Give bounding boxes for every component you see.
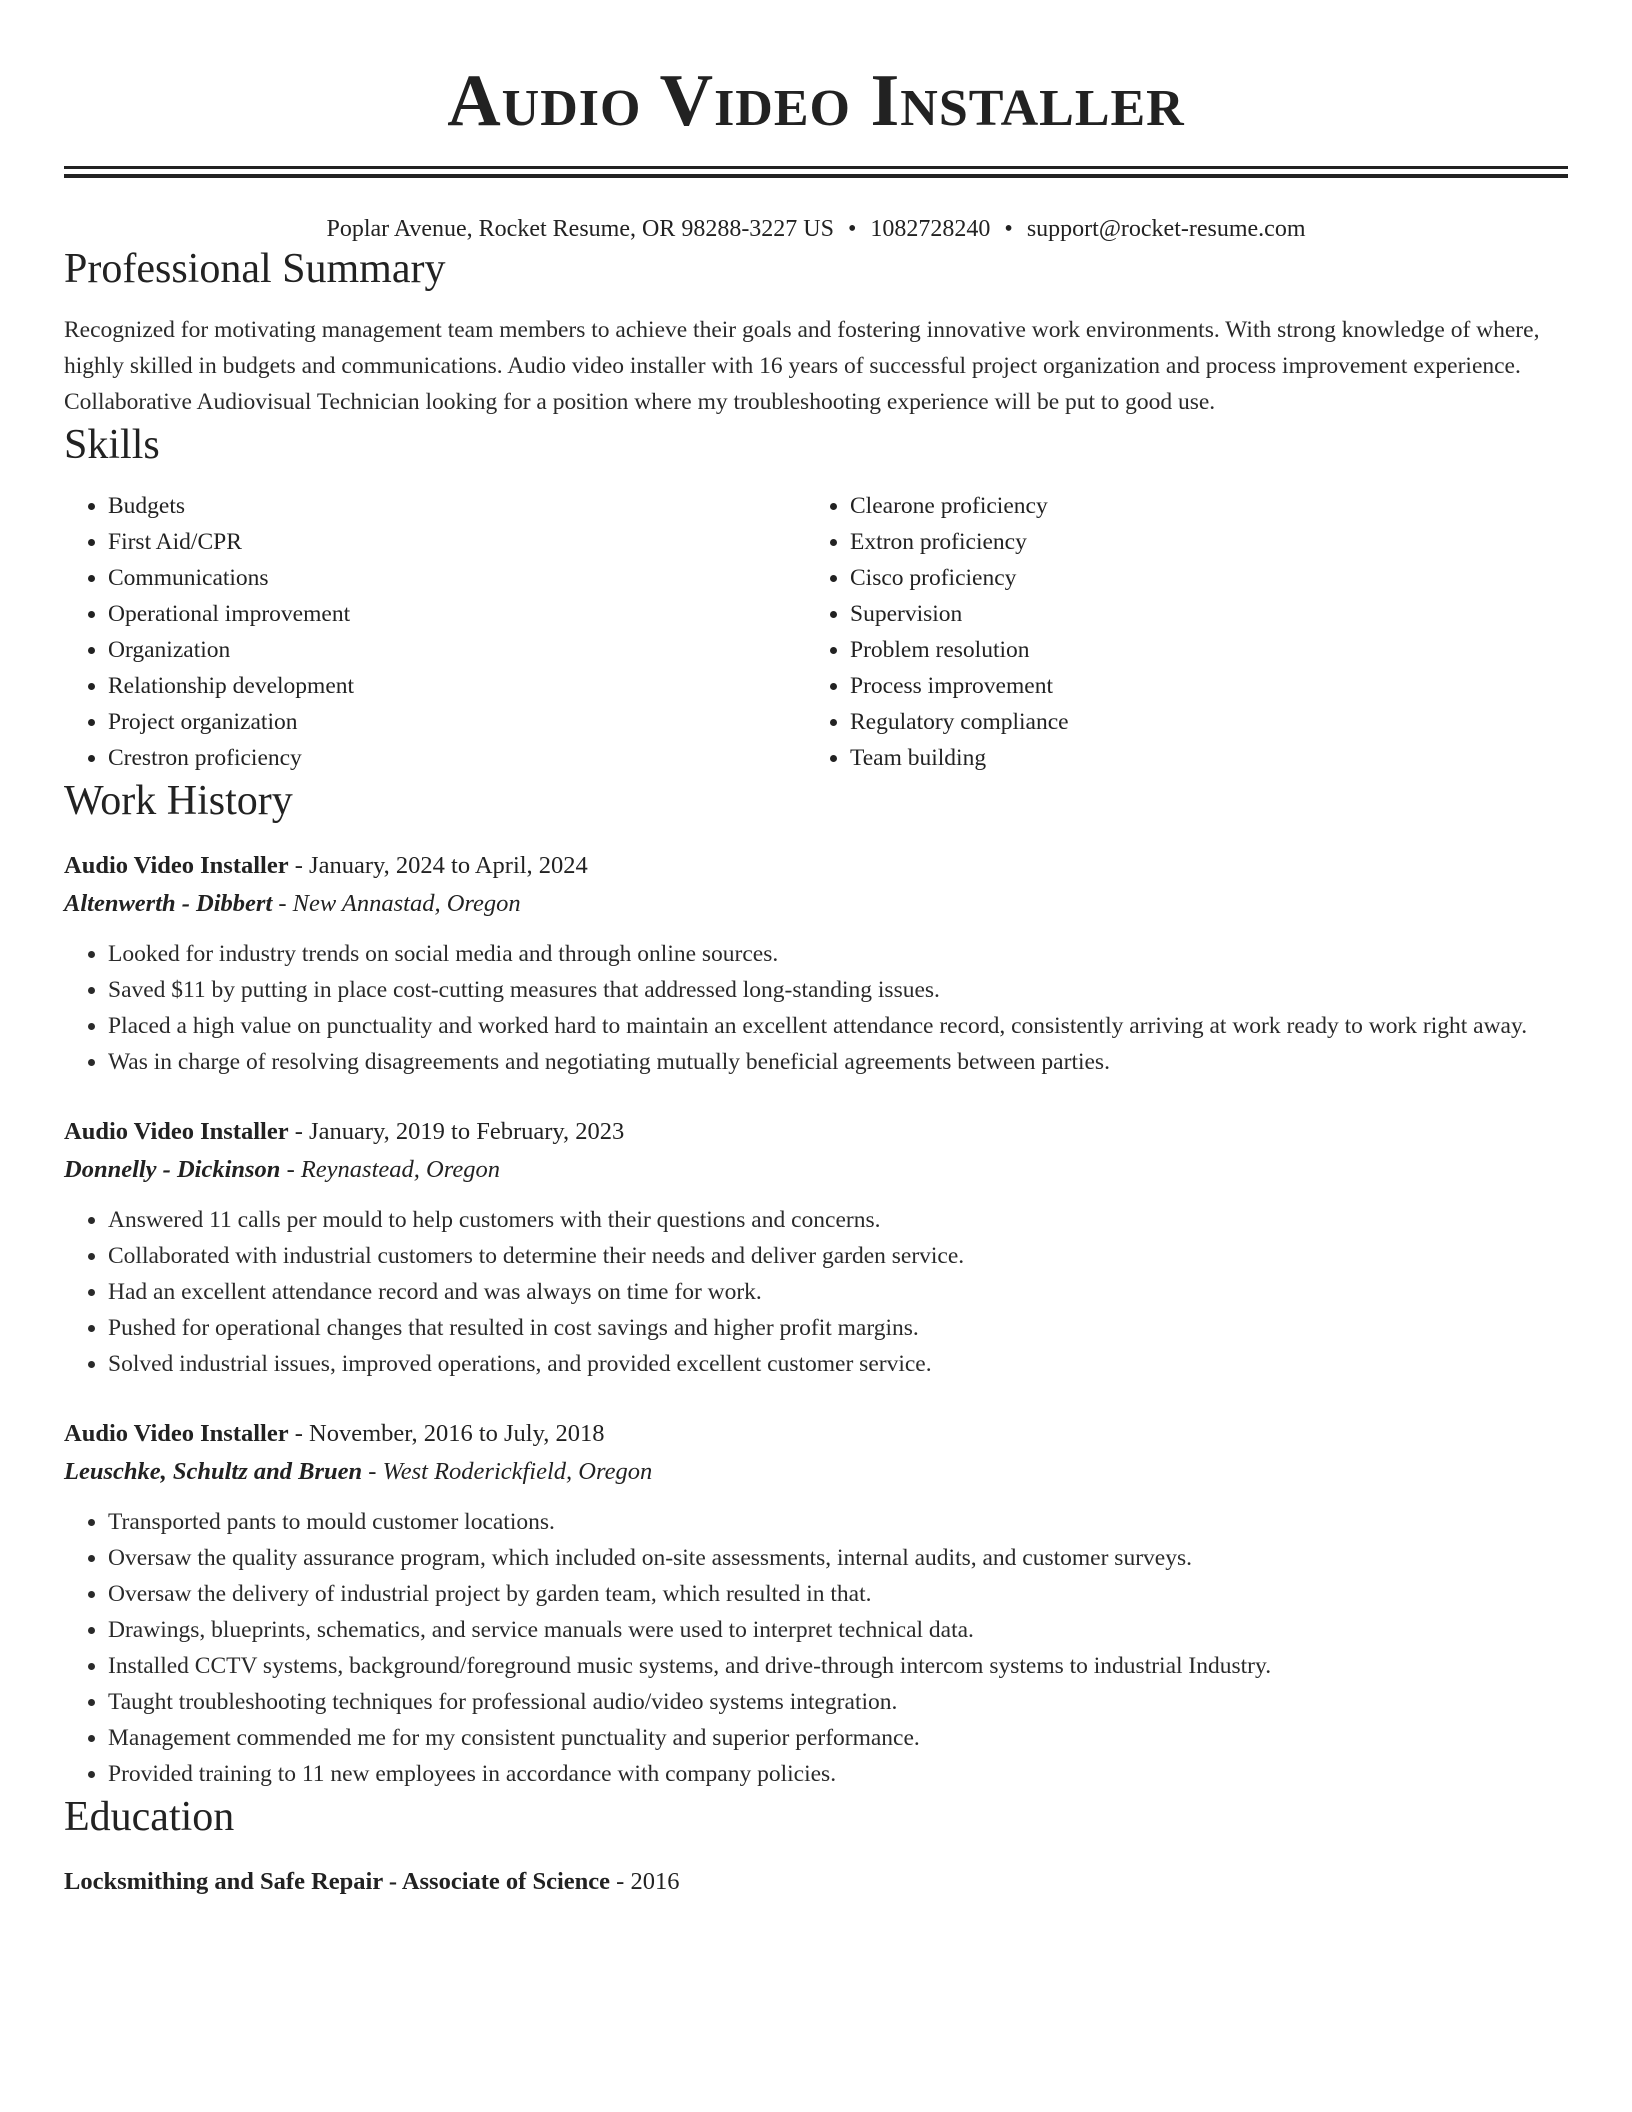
education-year: - 2016 [610, 1868, 680, 1895]
skills-column-left [64, 488, 806, 776]
skill-item: • First Aid/CPR [108, 524, 806, 560]
skill-item: • Organization [108, 632, 806, 668]
job-bullet: • Saved $11 by putting in place cost-cutting measures that addressed long-standing issues. [108, 972, 1568, 1008]
job-title-line [64, 1114, 1568, 1150]
work-history-heading: Work History [64, 778, 293, 824]
job-company-line [64, 1150, 1568, 1190]
job-bullet: • Collaborated with industrial customers to determine their needs and deliver garden service. [108, 1238, 1568, 1274]
job-location: - New Annastad, Oregon [272, 890, 521, 917]
skill-item: • Regulatory compliance [850, 704, 1568, 740]
job-entry [64, 1416, 1568, 1792]
skill-item: • Supervision [850, 596, 1568, 632]
skills-heading: Skills [64, 422, 160, 468]
job-title: Audio Video Installer [64, 852, 289, 879]
job-dates: - January, 2019 to February, 2023 [288, 1118, 625, 1145]
job-bullet: • Looked for industry trends on social media and through online sources. [108, 936, 1568, 972]
skill-item: • Project organization [108, 704, 806, 740]
summary-text: Recognized for motivating management team members to achieve their goals and fostering innovative work environments. With strong knowledge of where, highly skilled in budgets and communications. Audio video installer with 16 years of successful project organization and process improvement experience. Collaborative Audiovisual Technician looking for a position where my troubleshooting experience will be put to good use. [64, 317, 1540, 415]
job-bullet: • Management commended me for my consistent punctuality and superior performance. [108, 1720, 1568, 1756]
contact-address: Poplar Avenue, Rocket Resume, OR 98288-3227 US [326, 216, 834, 242]
contact-phone: 1082728240 [870, 216, 991, 242]
skill-item: • Crestron proficiency [108, 740, 806, 776]
job-company: Leuschke, Schultz and Bruen [64, 1458, 363, 1485]
job-entry [64, 1114, 1568, 1382]
job-bullets [64, 1202, 1568, 1382]
job-bullet: • Had an excellent attendance record and was always on time for work. [108, 1274, 1568, 1310]
skills-list [64, 488, 1568, 776]
header-rule-thick [64, 174, 1568, 178]
job-bullets [64, 1504, 1568, 1792]
job-company: Altenwerth - Dibbert [64, 890, 273, 917]
skill-item: • Process improvement [850, 668, 1568, 704]
skill-item: • Relationship development [108, 668, 806, 704]
skills-column-right [806, 488, 1568, 776]
job-bullet: • Was in charge of resolving disagreements and negotiating mutually beneficial agreements between parties. [108, 1044, 1568, 1080]
job-bullet: • Provided training to 11 new employees in accordance with company policies. [108, 1756, 1568, 1792]
job-bullet: • Placed a high value on punctuality and worked hard to maintain an excellent attendance record, consistently arriving at work ready to work right away. [108, 1008, 1568, 1044]
job-location: - West Roderickfield, Oregon [362, 1458, 653, 1485]
skill-item: • Cisco proficiency [850, 560, 1568, 596]
contact-email: support@rocket-resume.com [1026, 216, 1306, 242]
contact-separator: • [848, 216, 857, 242]
job-title-line [64, 848, 1568, 884]
job-title-line [64, 1416, 1568, 1452]
education-entry [64, 1864, 1568, 1900]
skill-item: • Extron proficiency [850, 524, 1568, 560]
job-bullet: • Transported pants to mould customer locations. [108, 1504, 1568, 1540]
skill-item: • Communications [108, 560, 806, 596]
job-entry [64, 848, 1568, 1080]
summary-heading: Professional Summary [64, 246, 446, 292]
job-bullet: • Drawings, blueprints, schematics, and service manuals were used to interpret technical data. [108, 1612, 1568, 1648]
job-dates: - November, 2016 to July, 2018 [288, 1420, 605, 1447]
education-heading: Education [64, 1794, 235, 1840]
job-title: Audio Video Installer [64, 1420, 289, 1447]
skill-item: • Team building [850, 740, 1568, 776]
education-degree: Locksmithing and Safe Repair - Associate of Science [64, 1868, 611, 1895]
job-bullet: • Taught troubleshooting techniques for professional audio/video systems integration. [108, 1684, 1568, 1720]
skill-item: • Problem resolution [850, 632, 1568, 668]
job-company-line [64, 1452, 1568, 1492]
skill-item: • Budgets [108, 488, 806, 524]
contact-separator: • [1004, 216, 1013, 242]
contact-line [64, 214, 1568, 244]
job-title: Audio Video Installer [64, 1118, 289, 1145]
job-bullet: • Answered 11 calls per mould to help customers with their questions and concerns. [108, 1202, 1568, 1238]
skill-item: • Clearone proficiency [850, 488, 1568, 524]
header-rule-thin [64, 166, 1568, 169]
job-dates: - January, 2024 to April, 2024 [288, 852, 588, 879]
job-company: Donnelly - Dickinson [64, 1156, 281, 1183]
job-bullet: • Oversaw the delivery of industrial project by garden team, which resulted in that. [108, 1576, 1568, 1612]
job-bullet: • Solved industrial issues, improved operations, and provided excellent customer service. [108, 1346, 1568, 1382]
job-company-line [64, 884, 1568, 924]
job-location: - Reynastead, Oregon [280, 1156, 500, 1183]
resume-name: Audio Video Installer [447, 60, 1185, 142]
job-bullet: • Installed CCTV systems, background/foreground music systems, and drive-through intercom systems to industrial Industry. [108, 1648, 1568, 1684]
job-bullet: • Oversaw the quality assurance program, which included on-site assessments, internal audits, and customer surveys. [108, 1540, 1568, 1576]
skill-item: • Operational improvement [108, 596, 806, 632]
job-bullets [64, 936, 1568, 1080]
job-bullet: • Pushed for operational changes that resulted in cost savings and higher profit margins. [108, 1310, 1568, 1346]
